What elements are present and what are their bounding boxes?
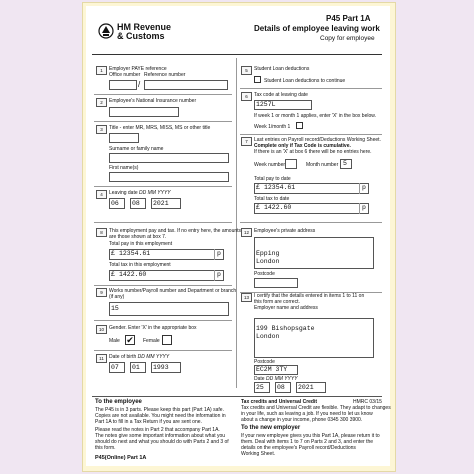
pence-sign: p	[217, 250, 221, 257]
week-number-label: Week number	[254, 162, 286, 168]
divider	[94, 121, 232, 122]
notes-line: should do next and what you should do with Parts 2 and 3 of	[95, 439, 229, 445]
address-line-1: Epping	[256, 250, 280, 257]
section-5-number: 5	[241, 66, 252, 75]
student-loan-option: Student Loan deductions to continue	[264, 78, 346, 84]
logo-line-2: & Customs	[117, 31, 165, 41]
notes-line: Part 1A to fill in a Tax Return if you are sent one.	[95, 419, 202, 425]
divider	[240, 222, 382, 223]
leaving-date-format: DD MM YYYY	[139, 190, 171, 196]
date-label: Date	[254, 376, 265, 382]
employment-pay-value: 12354.61	[119, 250, 151, 257]
reference-number-field[interactable]	[144, 80, 228, 90]
divider	[94, 186, 232, 187]
employment-tax-label: Total tax in this employment	[109, 262, 171, 268]
section-9-number: 9	[96, 288, 107, 297]
address-line-2: London	[256, 258, 280, 265]
column-divider	[236, 58, 237, 388]
total-pay-label: Total pay to date	[254, 176, 291, 182]
section-8-number: 8	[96, 228, 107, 237]
divider	[240, 134, 382, 135]
form-code: P45(Online) Part 1A	[95, 455, 147, 461]
notes-line: Copies are not available. You might need the information in	[95, 413, 226, 419]
pence-divider	[214, 270, 215, 281]
new-employer-line: them. Deal with items 1 to 7 on Parts 2 and 3, and enter the	[241, 439, 374, 445]
notes-line: The P45 is in 3 parts. Please keep this part (Part 1A) safe.	[95, 407, 224, 413]
leaving-day: 06	[111, 200, 119, 207]
office-number-label: Office number	[109, 72, 141, 78]
postcode-field[interactable]	[254, 278, 298, 288]
form-subtitle: Copy for employee	[320, 35, 375, 42]
divider	[94, 285, 232, 286]
crest-icon	[98, 22, 114, 40]
female-checkbox[interactable]	[162, 335, 172, 345]
total-tax-label: Total tax to date	[254, 196, 290, 202]
credits-title: Tax credits and Universal Credit	[241, 399, 318, 405]
pence-divider	[359, 183, 360, 194]
section-6-number: 6	[241, 92, 252, 101]
leaving-year: 2021	[153, 200, 169, 207]
student-loan-checkbox[interactable]	[254, 76, 261, 83]
divider	[94, 320, 232, 321]
new-employer-line: details on the employee's Payroll record/Deductions	[241, 445, 356, 451]
section-10-number: 10	[96, 325, 107, 334]
surname-label: Surname or family name	[109, 146, 164, 152]
notes-line: Please read the notes in Part 2 that accompany Part 1A.	[95, 427, 220, 433]
employer-address-line-1: 199 Bishopsgate	[256, 325, 315, 332]
section-4-label	[109, 190, 171, 196]
male-label: Male	[109, 338, 120, 344]
section-5-label: Student Loan deductions	[254, 66, 310, 72]
section-3-label: Title - enter MR, MRS, MISS, MS or other title	[109, 125, 211, 131]
new-employer-title: To the new employer	[241, 425, 301, 431]
total-pay-value: 12354.61	[264, 184, 296, 191]
form-title: Details of employee leaving work	[254, 24, 380, 33]
section-6-note: If week 1 or month 1 applies, enter 'X' in the box below.	[254, 113, 376, 119]
section-7-note-bold: Complete only if Tax Code is cumulative.	[254, 143, 351, 149]
total-tax-value: 1422.60	[264, 204, 292, 211]
section-1-label: Employer PAYE reference	[109, 66, 167, 72]
header-divider	[92, 54, 382, 55]
cert-day: 25	[256, 384, 264, 391]
divider	[94, 222, 232, 223]
dob-month: 01	[132, 364, 140, 371]
section-13-number: 13	[241, 293, 252, 302]
employer-address-line-2: London	[256, 333, 280, 340]
section-2-label: Employee's National Insurance number	[109, 98, 197, 104]
pound-sign: £	[111, 271, 115, 278]
dob-day: 07	[111, 364, 119, 371]
first-names-label: First name(s)	[109, 165, 139, 171]
works-number-value: 15	[111, 305, 119, 312]
credits-line: about a change in your income, phone 0345 300 3900.	[241, 417, 363, 423]
section-6-label: Tax code at leaving date	[254, 92, 308, 98]
leaving-date-label: Leaving date	[109, 190, 138, 196]
dob-year: 1993	[153, 364, 169, 371]
section-12-number: 12	[241, 228, 252, 237]
male-checkbox[interactable]	[125, 335, 135, 345]
pence-sign: p	[362, 184, 366, 191]
reference-number-label: Reference number	[144, 72, 186, 78]
cert-date-format: DD MM YYYY	[265, 376, 298, 382]
pound-sign: £	[256, 204, 260, 211]
section-10-label: Gender. Enter 'X' in the appropriate box	[109, 325, 197, 331]
week1-label: Week 1/month 1	[254, 124, 291, 130]
cert-month: 08	[277, 384, 285, 391]
section-7-label: Last entries on Payroll record/Deductions Working Sheet.	[254, 137, 381, 143]
dob-label: Date of birth	[109, 354, 137, 360]
credits-line: Tax credits and Universal Credit are flexible. They adapt to changes	[241, 405, 391, 411]
works-number-field[interactable]	[109, 302, 229, 316]
divider	[240, 88, 382, 89]
month-number-label: Month number	[306, 162, 339, 168]
month-number-value: 5	[343, 160, 347, 167]
hmrc-logo	[98, 20, 178, 42]
pence-sign: p	[362, 204, 366, 211]
pound-sign: £	[111, 250, 115, 257]
section-4-number: 4	[96, 190, 107, 199]
tax-code-value: 1257L	[256, 101, 276, 108]
form-id: P45 Part 1A	[326, 14, 371, 23]
section-7-note: If there is an 'X' at box 6 there will be no entries here.	[254, 149, 372, 155]
office-number-field[interactable]	[109, 80, 137, 90]
credits-line: in your life, such as leaving a job. If you need to let us know	[241, 411, 373, 417]
notes-line: this form.	[95, 445, 116, 451]
dob-format: DD MM YYYY	[137, 354, 170, 360]
new-employer-line: Working Sheet.	[241, 451, 276, 457]
section-12-label: Employee's private address	[254, 228, 316, 234]
section-11-label	[109, 354, 169, 360]
first-names-field[interactable]	[109, 172, 229, 182]
divider	[94, 350, 232, 351]
leaving-month: 08	[132, 200, 140, 207]
section-9-label: Works number/Payroll number and Department or branch	[109, 288, 237, 294]
section-13-label: I certify that the details entered in items 1 to 11 on	[254, 293, 365, 299]
surname-field[interactable]	[109, 153, 229, 163]
pence-sign: p	[217, 271, 221, 278]
female-label: Female	[143, 338, 160, 344]
section-7-number: 7	[241, 137, 252, 146]
section-11-number: 11	[96, 354, 107, 363]
new-employer-line: If your new employee gives you this Part 1A, please return it to	[241, 433, 380, 439]
employer-postcode-label: Postcode	[254, 359, 275, 365]
postcode-label: Postcode	[254, 271, 275, 277]
section-3-number: 3	[96, 125, 107, 134]
logo-line-1: HM Revenue	[117, 22, 172, 32]
hmrc-code: HMRC 03/15	[353, 399, 382, 405]
section-13-label-2: this form are correct.	[254, 299, 300, 305]
section-1-number: 1	[96, 66, 107, 75]
cert-year: 2021	[298, 384, 314, 391]
week-number-field[interactable]	[285, 159, 297, 169]
section-2-number: 2	[96, 98, 107, 107]
pound-sign: £	[256, 184, 260, 191]
employment-pay-label: Total pay in this employment	[109, 241, 173, 247]
employer-postcode-value: EC2M 3TY	[256, 366, 288, 373]
employer-name-label: Employer name and address	[254, 305, 318, 311]
pence-divider	[359, 203, 360, 214]
week1-checkbox[interactable]	[296, 122, 303, 129]
section-9-label-2: (if any)	[109, 294, 125, 300]
section-8-label-2: are those shown at box 7.	[109, 234, 167, 240]
pence-divider	[214, 249, 215, 260]
notes-line: The notes give some important information about what you	[95, 433, 226, 439]
ni-number-field[interactable]	[109, 107, 179, 117]
title-field[interactable]	[109, 133, 139, 143]
divider	[94, 94, 232, 95]
slash: /	[138, 80, 141, 89]
employee-notes-title: To the employee	[95, 399, 142, 405]
check-icon: ✔	[126, 335, 134, 345]
section-8-label: This employment pay and tax. If no entry here, the amounts	[109, 228, 242, 234]
footer-divider	[92, 396, 382, 397]
employment-tax-value: 1422.60	[119, 271, 147, 278]
